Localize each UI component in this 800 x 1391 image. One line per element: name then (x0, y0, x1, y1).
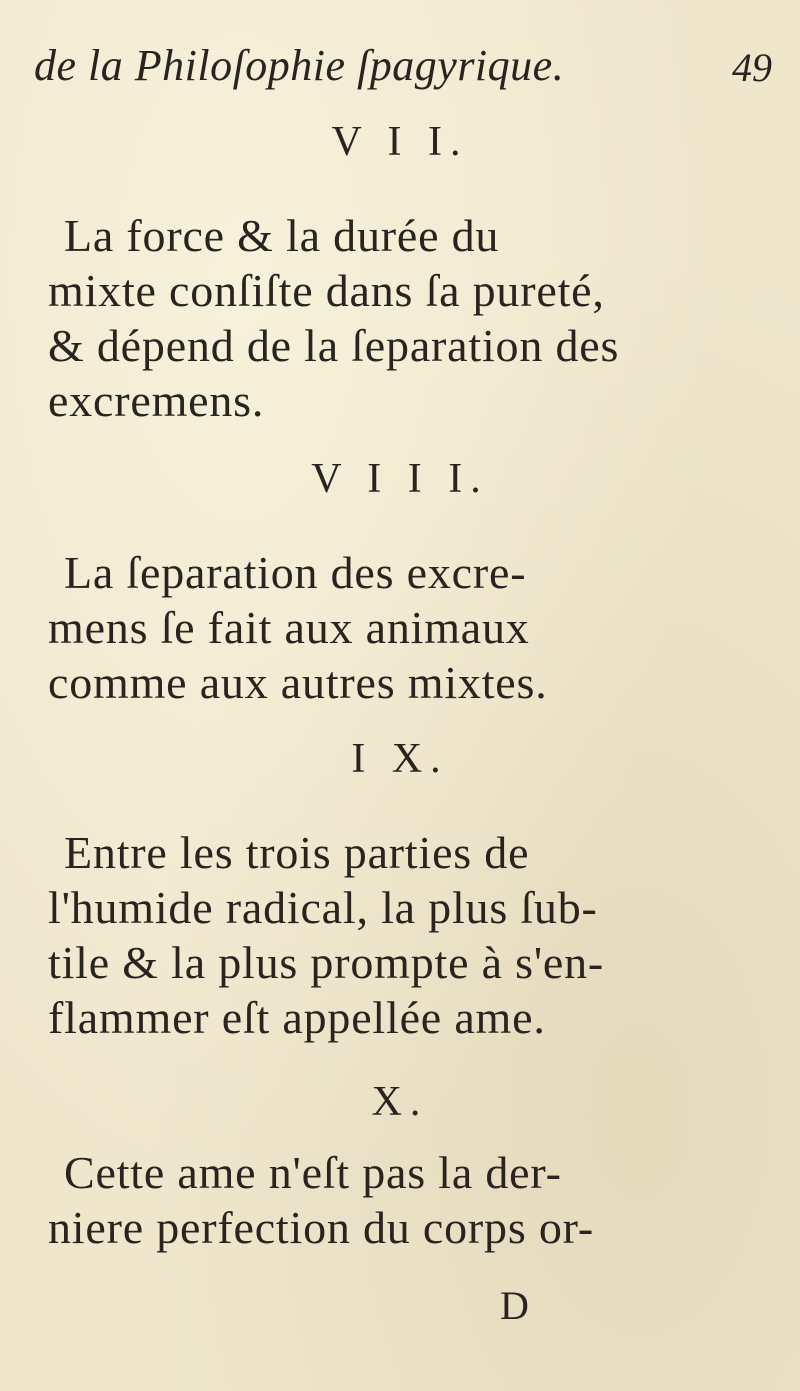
text-line: excremens. (48, 375, 265, 426)
signature-mark: D (500, 1283, 529, 1328)
text-line: niere perfection du corps or- (48, 1202, 594, 1253)
section-text-ix (48, 825, 768, 1045)
text-line: comme aux autres mixtes. (48, 657, 548, 708)
section-text-vii (48, 208, 768, 428)
text-line: Entre les trois parties de (64, 827, 530, 878)
text-line: & dépend de la ſeparation des (48, 320, 620, 371)
running-title: de la Philoſophie ſpagyrique. (34, 41, 565, 90)
section-heading-vii: V I I. (331, 119, 469, 165)
section-heading-viii: V I I I. (311, 456, 489, 502)
text-line: tile & la plus prompte à s'en- (48, 937, 605, 988)
page-number: 49 (732, 45, 772, 90)
text-line: l'humide radical, la plus ſub- (48, 882, 598, 933)
text-line: mens ſe fait aux animaux (48, 602, 530, 653)
section-text-x (48, 1145, 768, 1255)
running-head (34, 34, 774, 94)
section-text-viii (48, 545, 768, 710)
section-heading-ix: I X. (351, 736, 449, 782)
text-line: flammer eſt appellée ame. (48, 992, 546, 1043)
text-line: La force & la durée du (64, 210, 500, 261)
text-line: La ſeparation des excre- (64, 547, 527, 598)
text-line: Cette ame n'eſt pas la der- (64, 1147, 562, 1198)
section-heading-x: X. (371, 1079, 429, 1125)
text-line: mixte conſiſte dans ſa pureté, (48, 265, 605, 316)
